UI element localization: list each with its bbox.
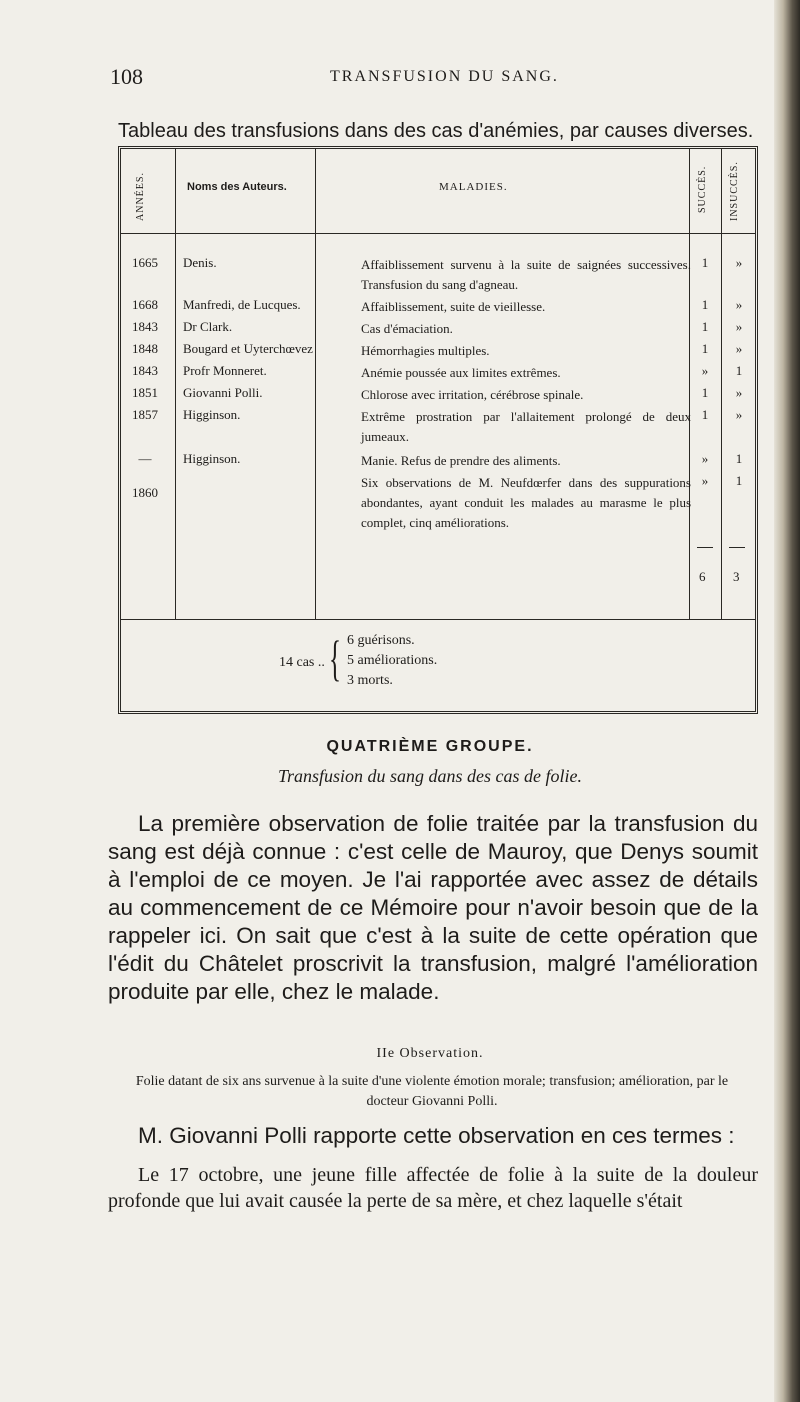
column-divider [689,149,690,619]
row-author: Profr Monneret. [183,363,267,378]
row-author: Manfredi, de Lucques. [183,297,301,312]
row-author: Denis. [183,255,217,270]
row-succes: 1 [701,297,709,312]
row-malady: Chlorose avec irritation, cérébrose spinale. [361,387,584,402]
summary-lead: 14 cas .. [279,655,325,670]
header-succes: SUCCÈS. [697,165,708,213]
summary-line: 3 morts. [347,673,393,688]
row-author: Giovanni Polli. [183,385,263,400]
row-malady: Cas d'émaciation. [361,321,453,336]
row-author: Higginson. [183,407,241,422]
section-title: QUATRIÈME GROUPE. [326,738,534,755]
row-year: 1668 [132,297,158,312]
row-malady: Manie. Refus de prendre des aliments. [361,453,561,468]
row-succes: 1 [701,255,709,270]
total-succes: 6 [699,569,706,584]
header-maladies: MALADIES. [439,181,508,193]
header-years: ANNÉES. [135,172,146,221]
row-year: 1843 [132,363,158,378]
row-succes: » [701,451,709,466]
page-header [110,64,750,94]
summary-line: 6 guérisons. [347,633,415,648]
paragraph: Le 17 octobre, une jeune fille affectée de folie à la suite de la douleur profonde que lui avait causée la perte de sa mère, et chez laquelle s'était [108,1164,758,1212]
row-insucces: » [735,385,743,400]
row-author: Higginson. [183,451,241,466]
row-malady: Extrême prostration par l'allaitement prolongé de deux jumeaux. [361,409,691,444]
row-year: 1857 [132,407,158,422]
row-succes: 1 [701,407,709,422]
row-succes: » [701,473,709,488]
column-divider [721,149,722,619]
total-insucces: 3 [733,569,740,584]
column-divider [175,149,176,619]
header-authors: Noms des Auteurs. [187,181,287,193]
row-year: 1843 [132,319,158,334]
row-malady: Affaiblissement, suite de vieillesse. [361,299,546,314]
row-succes: 1 [701,385,709,400]
row-year: 1848 [132,341,158,356]
row-year: 1665 [132,255,158,270]
table-caption: Tableau des transfusions dans des cas d'anémies, par causes diverses. [118,120,754,142]
row-author: Dr Clark. [183,319,233,334]
total-rule [729,547,745,548]
paragraph: M. Giovanni Polli rapporte cette observation en ces termes : [138,1123,735,1148]
row-year: — [138,451,152,466]
header-rule [121,233,755,234]
row-insucces: 1 [735,363,743,378]
row-insucces: » [735,255,743,270]
row-year: 1851 [132,385,158,400]
header-insucces: INSUCCÈS. [729,161,740,221]
book-spine-shadow [774,0,800,1402]
section-subtitle: Transfusion du sang dans des cas de folie. [277,766,582,786]
running-head: TRANSFUSION DU SANG. [330,68,559,85]
row-insucces: » [735,407,743,422]
page-number: 108 [110,64,143,89]
summary-line: 5 améliorations. [347,653,438,668]
row-succes: » [701,363,709,378]
row-insucces: 1 [735,473,743,488]
row-succes: 1 [701,341,709,356]
row-succes: 1 [701,319,709,334]
table-summary [121,627,761,707]
row-malady: Affaiblissement survenu à la suite de saignées successives. Transfusion du sang d'agneau. [361,257,691,292]
total-rule [697,547,713,548]
paragraph: La première observation de folie traitée par la transfusion du sang est déjà connue : c'est celle de Mauroy, que Denys soumit à l'emploi de ce moyen. Je l'ai rapportée avec assez de détails au commencement de ce Mémoire pour n'avoir besoin que de la rappeler ici. On sait que c'est à la suite de cette opération que l'édit du Châtelet proscrivit la transfusion, malgré l'amélioration produite par elle, chez le malade. [108,811,758,1004]
row-insucces: » [735,341,743,356]
summary-rule [121,619,755,620]
row-year: 1860 [132,485,158,500]
observation-title: IIe Observation. [376,1046,484,1061]
row-author: Bougard et Uyterchœvez [183,341,313,356]
row-malady: Anémie poussée aux limites extrêmes. [361,365,561,380]
brace-icon: { [329,630,341,686]
observation-description: Folie datant de six ans survenue à la suite d'une violente émotion morale; transfusion; amélioration, par le docteur Giovanni Polli. [135,1074,729,1109]
row-insucces: » [735,297,743,312]
row-malady: Six observations de M. Neufdœrfer dans des suppurations abondantes, ayant conduit les malades au marasme le plus complet, cinq améliorations. [361,475,691,530]
transfusion-table [118,146,758,714]
row-malady: Hémorrhagies multiples. [361,343,490,358]
row-insucces: » [735,319,743,334]
row-insucces: 1 [735,451,743,466]
column-divider [315,149,316,619]
